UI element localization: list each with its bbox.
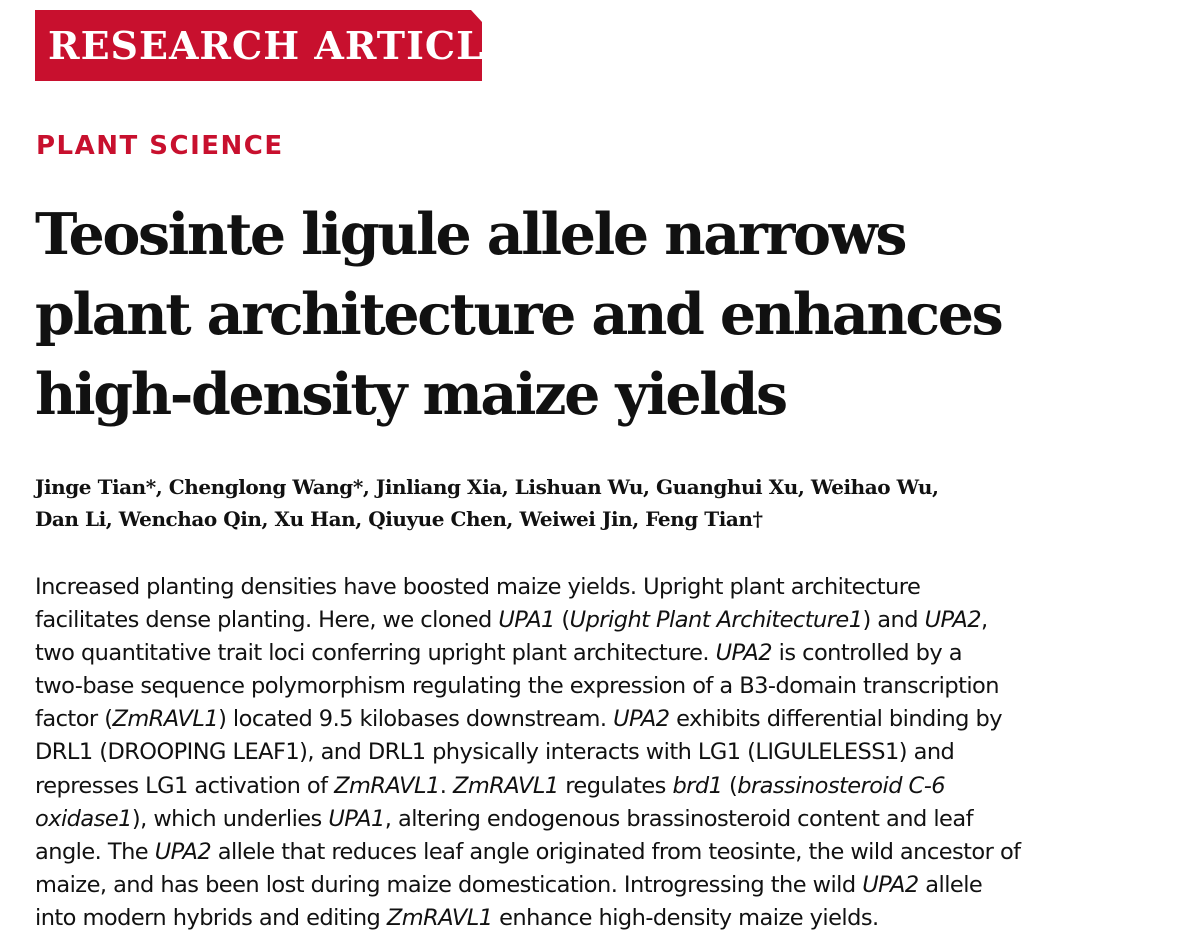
abstract-text: ), which underlies (131, 805, 329, 832)
abstract-line (35, 736, 1175, 769)
abstract-text: factor ( (35, 706, 113, 733)
banner-label: RESEARCH ARTICLE (48, 23, 514, 68)
abstract-italic-term: UPA2 (715, 640, 773, 667)
abstract-line (35, 836, 1175, 869)
author-line: Jinge Tian*, Chenglong Wang*, Jinliang Xia, Lishuan Wu, Guanghui Xu, Weihao Wu, (35, 475, 939, 499)
abstract-text: , (981, 607, 988, 634)
abstract-text: allele that reduces leaf angle originated from teosinte, the wild ancestor of (211, 838, 1021, 865)
section-label: PLANT SCIENCE (36, 131, 284, 161)
abstract-text: DRL1 (DROOPING LEAF1), and DRL1 physically interacts with LG1 (LIGULELESS1) and (35, 739, 955, 766)
abstract-text: . (439, 772, 453, 799)
abstract-italic-term: UPA1 (328, 805, 385, 832)
abstract-text: ( (722, 772, 738, 799)
abstract-text: angle. The (35, 838, 155, 865)
abstract-text: enhance high-density maize yields. (492, 904, 879, 931)
abstract-italic-term: ZmRAVL1 (386, 904, 493, 931)
abstract-line (35, 803, 1175, 836)
abstract-italic-term: ZmRAVL1 (334, 772, 440, 799)
abstract-line (35, 670, 1175, 703)
abstract (35, 571, 1175, 935)
article-title (35, 195, 1155, 435)
title-line: plant architecture and enhances (35, 281, 1002, 348)
abstract-text: , altering endogenous brassinosteroid content and leaf (384, 805, 973, 832)
abstract-line (35, 604, 1175, 637)
abstract-text: facilitates dense planting. Here, we cloned (35, 607, 499, 634)
abstract-line (35, 869, 1175, 902)
author-list (35, 471, 1165, 535)
abstract-line (35, 637, 1175, 670)
abstract-text: ) located 9.5 kilobases downstream. (218, 706, 614, 733)
abstract-italic-term: Upright Plant Architecture1 (569, 607, 863, 634)
title-line: high-density maize yields (35, 361, 786, 428)
abstract-italic-term: UPA1 (498, 607, 555, 634)
abstract-text: exhibits differential binding by (669, 706, 1003, 733)
abstract-italic-term: brassinosteroid C-6 (737, 772, 946, 799)
abstract-line (35, 571, 1175, 604)
abstract-text: regulates (558, 772, 673, 799)
abstract-italic-term: ZmRAVL1 (452, 772, 559, 799)
abstract-italic-term: UPA2 (154, 838, 212, 865)
abstract-italic-term: ZmRAVL1 (112, 706, 219, 733)
title-line: Teosinte ligule allele narrows (35, 201, 906, 268)
author-line: Dan Li, Wenchao Qin, Xu Han, Qiuyue Chen, Weiwei Jin, Feng Tian† (35, 507, 763, 531)
abstract-italic-term: oxidase1 (35, 805, 132, 832)
abstract-text: is controlled by a (772, 640, 962, 667)
abstract-italic-term: UPA2 (862, 871, 919, 898)
abstract-line (35, 703, 1175, 736)
abstract-text: two quantitative trait loci conferring upright plant architecture. (35, 640, 716, 667)
abstract-text: ( (554, 607, 570, 634)
abstract-italic-term: UPA2 (613, 706, 670, 733)
abstract-text: ) and (862, 607, 925, 634)
abstract-text: into modern hybrids and editing (35, 904, 387, 931)
abstract-line (35, 770, 1175, 803)
abstract-italic-term: UPA2 (924, 607, 982, 634)
abstract-italic-term: brd1 (672, 772, 723, 799)
abstract-text: maize, and has been lost during maize domestication. Introgressing the wild (35, 871, 863, 898)
abstract-line (35, 902, 1175, 935)
abstract-text: allele (918, 871, 983, 898)
abstract-text: two-base sequence polymorphism regulating the expression of a B3-domain transcription (35, 673, 999, 700)
abstract-text: represses LG1 activation of (35, 772, 335, 799)
abstract-text: Increased planting densities have boosted maize yields. Upright plant architecture (35, 574, 921, 600)
